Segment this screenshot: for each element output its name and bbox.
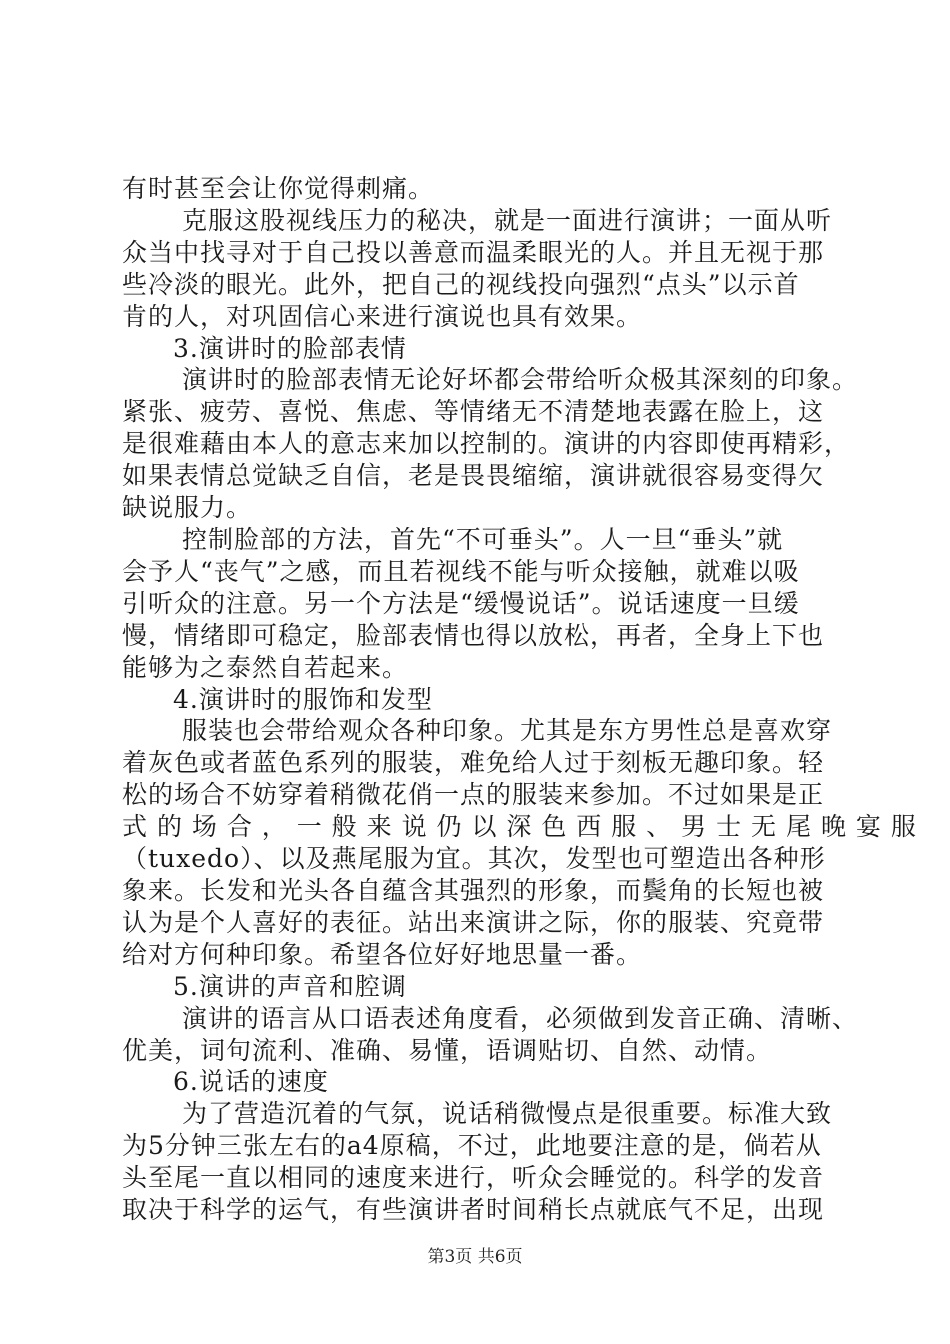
body-text-line: 优美，词句流利、准确、易懂，语调贴切、自然、动情。 bbox=[122, 1036, 773, 1065]
body-text-line: 紧张、疲劳、喜悦、焦虑、等情绪无不清楚地表露在脸上，这 bbox=[122, 397, 825, 426]
body-text-line: （tuxedo）、以及燕尾服为宜。其次，发型也可塑造出各种形 bbox=[122, 844, 826, 873]
body-text-line: 引听众的注意。另一个方法是“缓慢说话”。说话速度一旦缓 bbox=[122, 589, 800, 618]
page-number-footer: 第3页 共6页 bbox=[427, 1247, 523, 1267]
body-text-line: 演讲的语言从口语表述角度看，必须做到发音正确、清晰、 bbox=[182, 1004, 859, 1033]
body-text-line: 演讲时的脸部表情无论好坏都会带给听众极其深刻的印象。 bbox=[182, 365, 859, 394]
section-heading: 4.演讲时的服饰和发型 bbox=[173, 685, 433, 714]
section-heading: 6.说话的速度 bbox=[173, 1067, 329, 1096]
body-text-line: 会予人“丧气”之感，而且若视线不能与听众接触，就难以吸 bbox=[122, 557, 800, 586]
body-text-line: 取决于科学的运气，有些演讲者时间稍长点就底气不足，出现 bbox=[122, 1195, 825, 1224]
body-text-line: 为了营造沉着的气氛，说话稍微慢点是很重要。标准大致 bbox=[182, 1099, 833, 1128]
body-text-line: 缺说服力。 bbox=[122, 493, 253, 522]
body-text-line: 着灰色或者蓝色系列的服装，难免给人过于刻板无趣印象。轻 bbox=[122, 748, 825, 777]
body-text-line: 众当中找寻对于自己投以善意而温柔眼光的人。并且无视于那 bbox=[122, 238, 825, 267]
body-text-line: 服装也会带给观众各种印象。尤其是东方男性总是喜欢穿 bbox=[182, 716, 833, 745]
body-text-line: 克服这股视线压力的秘决，就是一面进行演讲；一面从听 bbox=[182, 206, 833, 235]
body-text-line: 式 的 场 合 ， 一 般 来 说 仍 以 深 色 西 服 、 男 士 无 尾 晚 宴 服 bbox=[122, 812, 917, 841]
section-heading: 5.演讲的声音和腔调 bbox=[173, 972, 407, 1001]
body-text-line: 认为是个人喜好的表征。站出来演讲之际，你的服装、究竟带 bbox=[122, 908, 825, 937]
body-text-line: 控制脸部的方法，首先“不可垂头”。人一旦“垂头”就 bbox=[182, 525, 784, 554]
body-text-line: 肯的人，对巩固信心来进行演说也具有效果。 bbox=[122, 302, 643, 331]
body-text-line: 能够为之泰然自若起来。 bbox=[122, 653, 409, 682]
body-text-line: 些冷淡的眼光。此外，把自己的视线投向强烈“点头”以示首 bbox=[122, 270, 800, 299]
body-text-line: 有时甚至会让你觉得刺痛。 bbox=[122, 174, 435, 203]
body-text-line: 头至尾一直以相同的速度来进行，听众会睡觉的。科学的发音 bbox=[122, 1163, 825, 1192]
body-text-line: 慢，情绪即可稳定，脸部表情也得以放松，再者，全身上下也 bbox=[122, 621, 825, 650]
body-text-line: 象来。长发和光头各自蕴含其强烈的形象，而鬓角的长短也被 bbox=[122, 876, 825, 905]
body-text-line: 给对方何种印象。希望各位好好地思量一番。 bbox=[122, 940, 643, 969]
body-text-line: 为5分钟三张左右的a4原稿，不过，此地要注意的是，倘若从 bbox=[122, 1131, 822, 1160]
body-text-line: 松的场合不妨穿着稍微花俏一点的服装来参加。不过如果是正 bbox=[122, 780, 825, 809]
body-text-line: 如果表情总觉缺乏自信，老是畏畏缩缩，演讲就很容易变得欠 bbox=[122, 461, 825, 490]
body-text-line: 是很难藉由本人的意志来加以控制的。演讲的内容即使再精彩， bbox=[122, 429, 851, 458]
section-heading: 3.演讲时的脸部表情 bbox=[173, 334, 407, 363]
